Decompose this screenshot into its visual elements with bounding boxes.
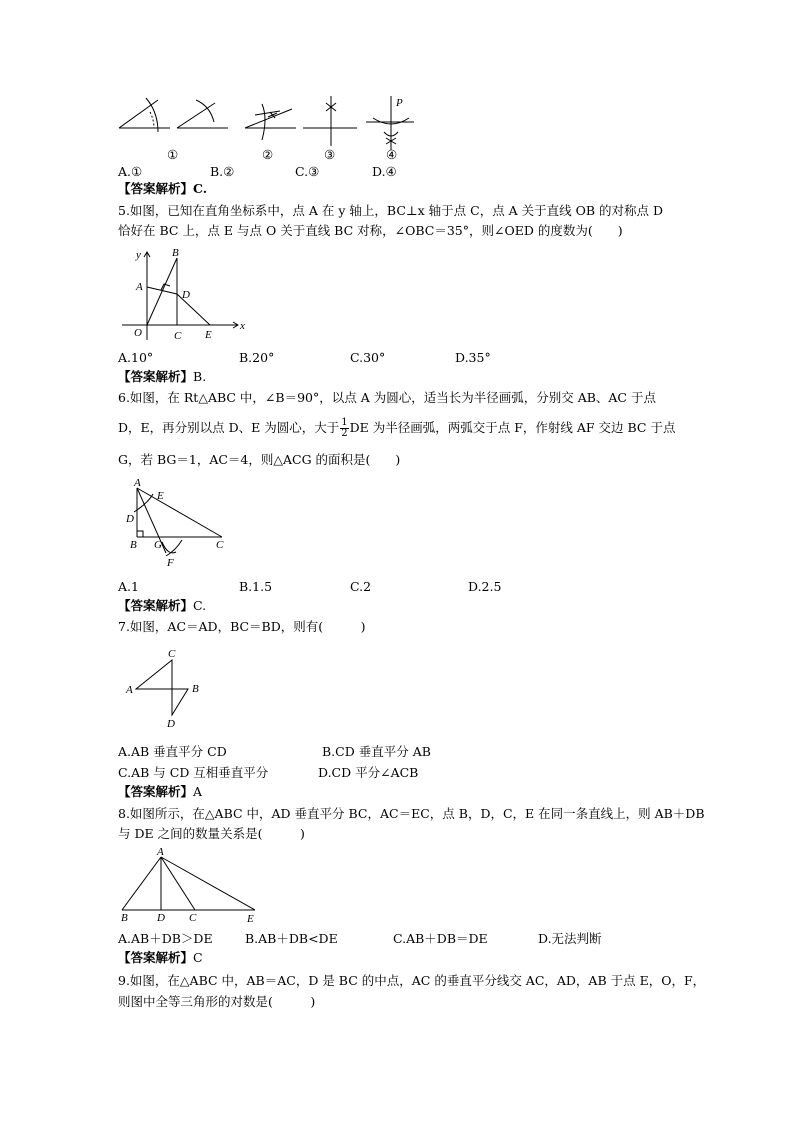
q5-line1: 5.如图，已知在直角坐标系中，点 A 在 y 轴上，BC⊥x 轴于点 C，点 A 关于直线 OB 的对称点 D	[118, 203, 664, 218]
q6-label-d: D	[126, 513, 134, 525]
q8-label-d: D	[157, 912, 165, 924]
q8-line1: 8.如图所示，在△ABC 中，AD 垂直平分 BC，AC＝EC，点 B，D，C，E 在同一条直线上，则 AB＋DB	[118, 806, 705, 821]
q4-figure-label-4: ④	[386, 147, 398, 162]
q4-option-b: B.②	[210, 164, 235, 179]
q7-label-a: A	[126, 684, 133, 696]
q6-line1: 6.如图，在 Rt△ABC 中，∠B＝90°，以点 A 为圆心，适当长为半径画弧，分别交 AB、AC 于点	[118, 390, 656, 405]
q8-label-a: A	[157, 846, 164, 858]
q5-option-d: D.35°	[455, 350, 491, 365]
q6-option-d: D.2.5	[468, 579, 502, 594]
q7-line1: 7.如图，AC＝AD，BC＝BD，则有( )	[118, 619, 366, 634]
q7-answer-value: A	[193, 784, 203, 799]
q4-figure-label-3: ③	[324, 147, 336, 162]
q7-label-b: B	[192, 683, 199, 695]
q5-label-x: x	[240, 320, 245, 332]
q7-option-d: D.CD 平分∠ACB	[318, 765, 419, 780]
q8-answer-value: C	[193, 950, 203, 965]
q8-label-e: E	[247, 913, 254, 925]
q5-answer-value: B.	[193, 369, 207, 384]
q8-answer-label: 【答案解析】	[118, 950, 194, 965]
q9-line2: 则图中全等三角形的对数是( )	[118, 994, 316, 1009]
q8-line2: 与 DE 之间的数量关系是( )	[118, 826, 305, 841]
q8-label-b: B	[121, 912, 128, 924]
q6-label-a: A	[134, 477, 141, 489]
q5-label-e: E	[205, 329, 212, 341]
q5-option-c: C.30°	[350, 350, 386, 365]
q6-fraction-numerator: 1	[341, 417, 348, 428]
q6-label-g: G	[154, 539, 162, 551]
q8-option-c: C.AB＋DB＝DE	[393, 931, 488, 946]
q6-line2-post: DE 为半径画弧，两弧交于点 F，作射线 AF 交边 BC 于点	[349, 420, 676, 435]
q6-label-c: C	[216, 539, 224, 551]
q4-figure-label-2: ②	[262, 147, 274, 162]
q4-option-c: C.③	[295, 164, 320, 179]
q5-option-a: A.10°	[118, 350, 154, 365]
q5-label-d: D	[182, 289, 190, 301]
q6-label-f: F	[167, 557, 174, 569]
q6-option-b: B.1.5	[239, 579, 273, 594]
q5-label-c: C	[174, 330, 182, 342]
q5-label-b: B	[172, 247, 179, 259]
q4-option-d: D.④	[372, 164, 397, 179]
q6-option-c: C.2	[350, 579, 372, 594]
q7-option-c: C.AB 与 CD 互相垂直平分	[118, 765, 269, 780]
q5-label-y: y	[136, 249, 141, 261]
q8-answer	[118, 950, 203, 966]
q5-label-a: A	[136, 281, 143, 293]
q6-option-a: A.1	[118, 579, 139, 594]
q4-answer: 【答案解析】C.	[118, 181, 208, 196]
q9-line1: 9.如图，在△ABC 中，AB＝AC，D 是 BC 的中点，AC 的垂直平分线交 AC，AD，AB 于点 E，O，F，	[118, 973, 706, 988]
q6-answer-label: 【答案解析】	[118, 598, 194, 613]
q7-option-a: A.AB 垂直平分 CD	[118, 744, 227, 759]
q6-line3: G，若 BG＝1，AC＝4，则△ACG 的面积是( )	[118, 452, 401, 467]
q5-answer-label: 【答案解析】	[118, 369, 194, 384]
q5-line2: 恰好在 BC 上，点 E 与点 O 关于直线 BC 对称，∠OBC＝35°，则∠OED 的度数为( )	[118, 223, 623, 238]
q7-option-b: B.CD 垂直平分 AB	[322, 744, 431, 759]
q6-label-b: B	[130, 539, 137, 551]
q7-answer-label: 【答案解析】	[118, 784, 194, 799]
q6-fraction-denominator: 2	[341, 428, 348, 439]
q4-figure-label-1: ①	[167, 147, 179, 162]
q6-line2-pre: D，E，再分别以点 D、E 为圆心，大于	[118, 420, 340, 435]
q4-point-p-label: P	[396, 97, 403, 109]
q8-option-d: D.无法判断	[538, 931, 602, 946]
q7-label-d: D	[167, 718, 175, 730]
q8-option-b: B.AB＋DB<DE	[245, 931, 338, 946]
q8-option-a: A.AB＋DB＞DE	[118, 931, 213, 946]
q7-label-c: C	[168, 648, 176, 660]
q8-label-c: C	[189, 912, 197, 924]
q5-option-b: B.20°	[239, 350, 275, 365]
q6-label-e: E	[157, 490, 164, 502]
q5-label-o: O	[134, 327, 142, 339]
q6-answer-value: C.	[193, 598, 207, 613]
q4-option-a: A.①	[118, 164, 143, 179]
